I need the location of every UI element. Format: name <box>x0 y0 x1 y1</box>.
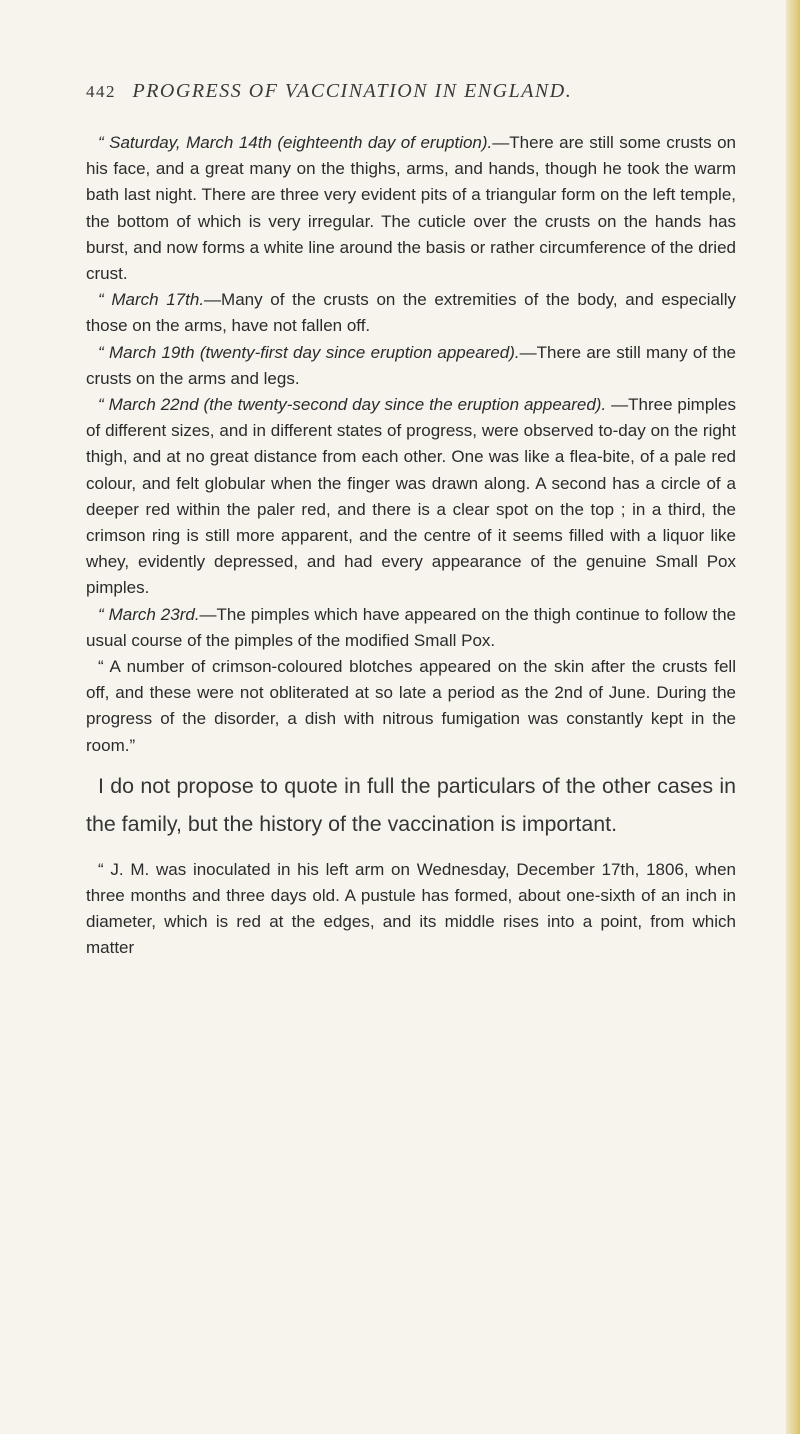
closing-quote: “ A number of crimson-coloured blotches appeared on the skin after the crusts fell off, and these were not obliterated at so late a period as the 2nd of June. During the progress of the disorder, a dish with nitrous fumigation was constantly kept in the room.” <box>86 657 736 755</box>
diary-entry <box>86 340 736 392</box>
entry-date: “ Saturday, March 14th (eighteenth day of eruption). <box>98 133 493 152</box>
entry-date: “ March 23rd. <box>98 604 200 624</box>
page-edge <box>786 0 800 1434</box>
entry-text: —Three pimples of different sizes, and in different states of progress, were observed to-day on the right thigh, and at no great distance from each other. One was like a flea-bite, of a pale red colour, and felt globular when the finger was drawn along. A second has a circle of a deeper red within the paler red, and there is a clear spot on the top ; in a third, the crimson ring is still more apparent, and the centre of it seems filled with a liquor like whey, evidently depressed, and had every appearance of the genuine Small Pox pimples. <box>86 395 737 598</box>
entry-date: “ March 17th. <box>98 290 205 310</box>
author-paragraph: I do not propose to quote in full the particulars of the other cases in the family, but the history of the vaccination is important. <box>86 773 736 836</box>
running-head <box>86 80 726 103</box>
entry-text: —Many of the crusts on the extremities of the body, and especially those on the arms, have not fallen off. <box>86 290 736 336</box>
entry-text: —The pimples which have appeared on the thigh continue to follow the usual course of the pimples of the modified Small Pox. <box>86 604 736 650</box>
final-quote: “ J. M. was inoculated in his left arm on Wednesday, December 17th, 1806, when three months and three days old. A pustule has formed, about one-sixth of an inch in diameter, which is red at the edges, and its middle rises into a point, from which matter <box>86 859 736 958</box>
diary-entry <box>86 130 736 287</box>
entry-date: “ March 19th (twenty-first day since eruption appeared). <box>98 342 520 362</box>
diary-entry <box>86 602 736 654</box>
running-title: PROGRESS OF VACCINATION IN ENGLAND. <box>132 80 573 102</box>
body-text <box>86 130 736 962</box>
entry-text: —There are still some crusts on his face, and a great many on the thighs, arms, and hands, though he took the warm bath last night. There are three very evident pits of a triangular form on the left temple, the bottom of which is very irregular. The cuticle over the crusts on the hands has burst, and now forms a white line around the basis or rather circumference of the dried crust. <box>86 133 736 284</box>
entry-date: “ March 22nd (the twenty-second day since the eruption appeared). <box>98 395 607 415</box>
entry-text: —There are still many of the crusts on the arms and legs. <box>86 342 736 388</box>
diary-entry <box>86 392 736 602</box>
diary-entry <box>86 287 736 339</box>
page-number: 442 <box>86 82 116 101</box>
